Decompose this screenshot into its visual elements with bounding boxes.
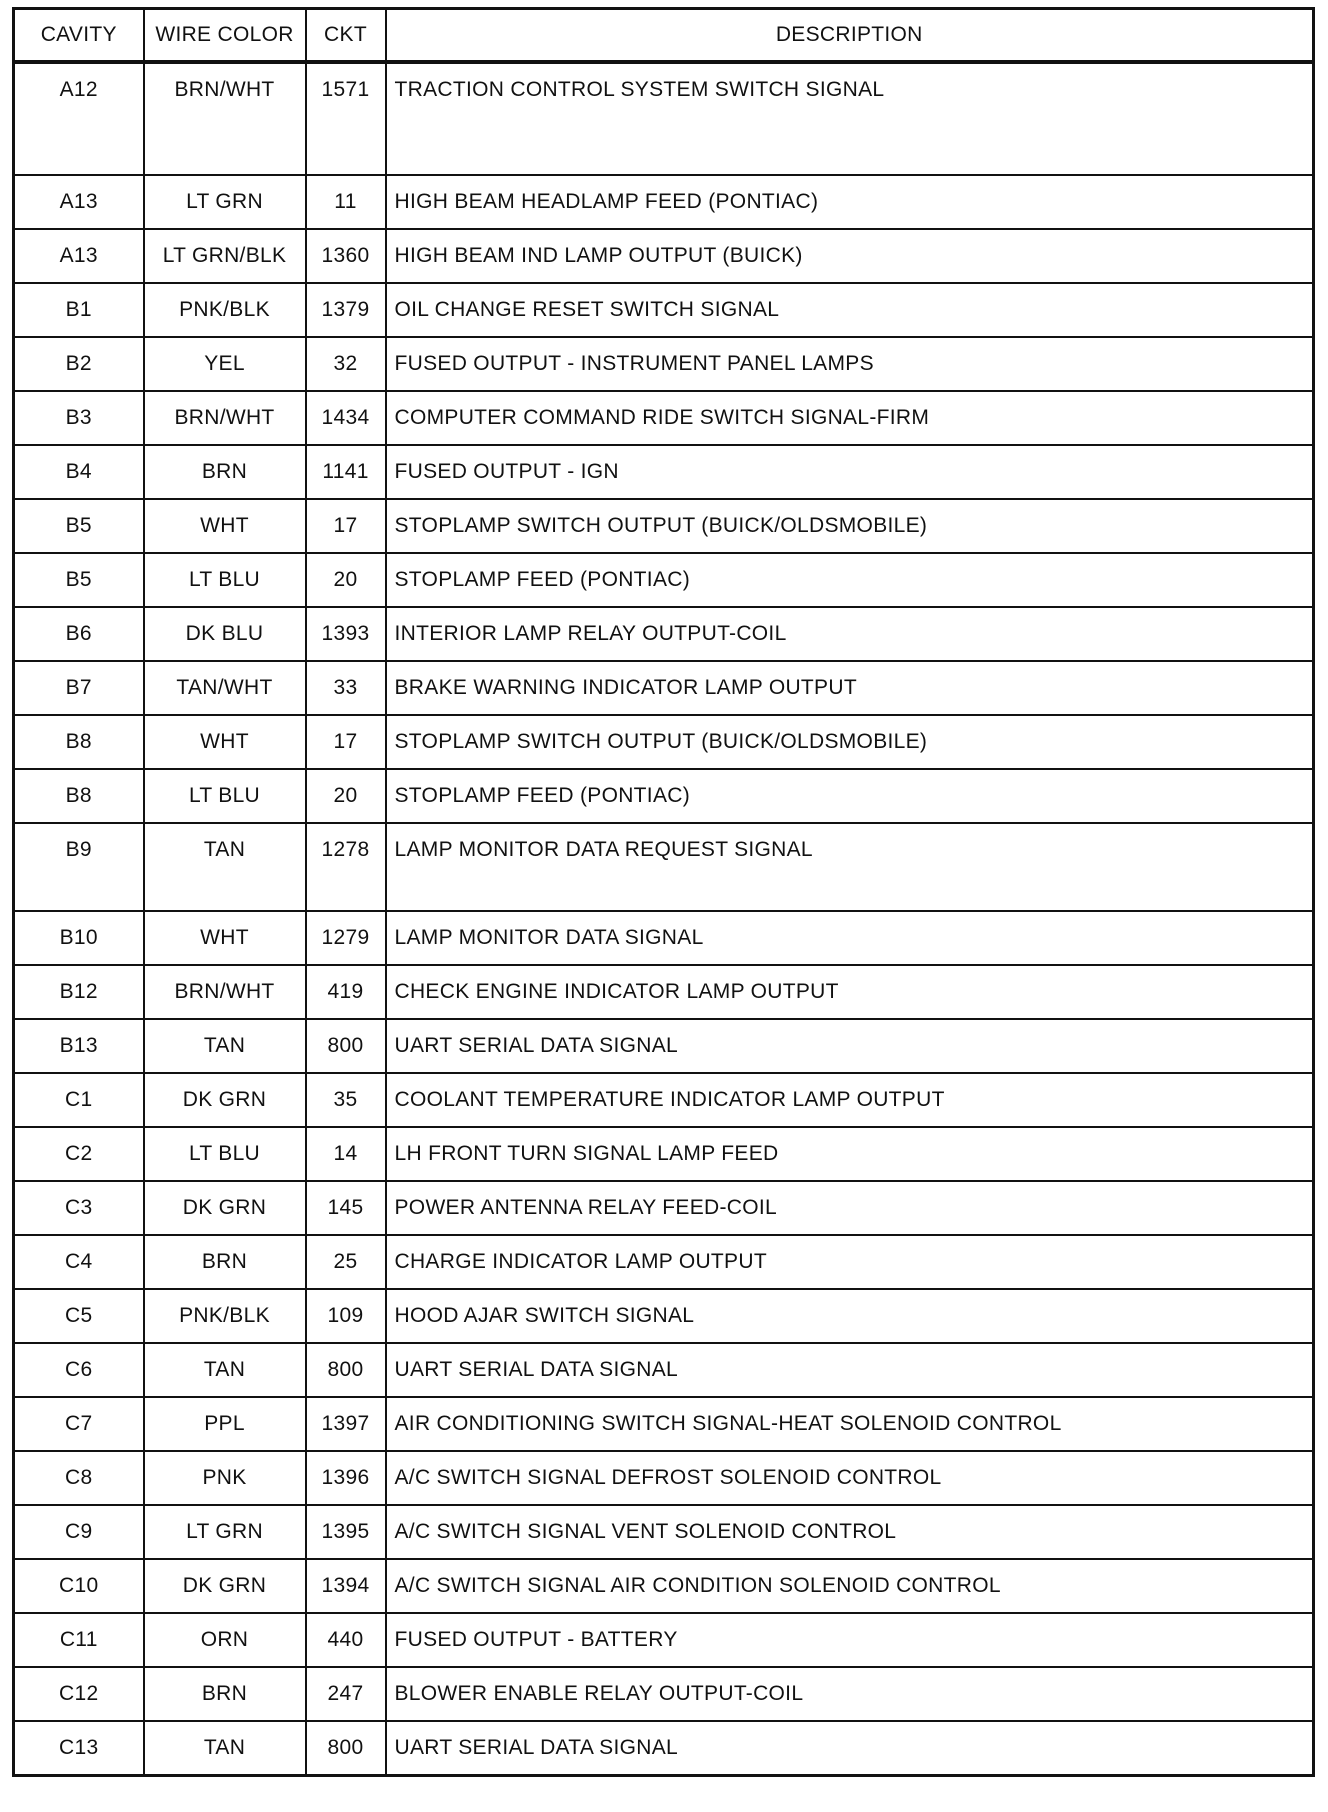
cell-cavity: A13 [14,175,144,229]
connector-pinout-table [12,7,1315,1777]
table-row [14,661,1314,715]
table-row [14,823,1314,911]
table-row [14,1073,1314,1127]
cell-ckt: 1571 [306,62,386,175]
cell-cavity: C9 [14,1505,144,1559]
table-row [14,283,1314,337]
table-row [14,1127,1314,1181]
cell-cavity: C2 [14,1127,144,1181]
cell-wire-color: DK GRN [144,1559,306,1613]
cell-wire-color: LT BLU [144,1127,306,1181]
cell-cavity: C13 [14,1721,144,1776]
cell-ckt: 20 [306,769,386,823]
cell-ckt: 1379 [306,283,386,337]
cell-wire-color: BRN/WHT [144,62,306,175]
cell-cavity: B5 [14,553,144,607]
cell-ckt: 440 [306,1613,386,1667]
cell-ckt: 14 [306,1127,386,1181]
cell-ckt: 1393 [306,607,386,661]
cell-cavity: B1 [14,283,144,337]
cell-wire-color: DK GRN [144,1181,306,1235]
header-cavity: CAVITY [14,9,144,63]
cell-description: A/C SWITCH SIGNAL AIR CONDITION SOLENOID CONTROL [386,1559,1314,1613]
table-row [14,62,1314,175]
cell-cavity: B13 [14,1019,144,1073]
cell-description: TRACTION CONTROL SYSTEM SWITCH SIGNAL [386,62,1314,175]
cell-cavity: A13 [14,229,144,283]
cell-cavity: B12 [14,965,144,1019]
cell-cavity: B6 [14,607,144,661]
table-row [14,445,1314,499]
table-row [14,1181,1314,1235]
cell-description: STOPLAMP SWITCH OUTPUT (BUICK/OLDSMOBILE) [386,715,1314,769]
cell-wire-color: ORN [144,1613,306,1667]
cell-cavity: B10 [14,911,144,965]
cell-description: A/C SWITCH SIGNAL DEFROST SOLENOID CONTROL [386,1451,1314,1505]
cell-description: STOPLAMP FEED (PONTIAC) [386,553,1314,607]
cell-wire-color: BRN [144,1667,306,1721]
cell-wire-color: PNK/BLK [144,283,306,337]
cell-wire-color: LT BLU [144,769,306,823]
cell-ckt: 1434 [306,391,386,445]
cell-ckt: 1397 [306,1397,386,1451]
cell-description: STOPLAMP FEED (PONTIAC) [386,769,1314,823]
table-row [14,1559,1314,1613]
cell-description: CHECK ENGINE INDICATOR LAMP OUTPUT [386,965,1314,1019]
table-row [14,965,1314,1019]
cell-cavity: B8 [14,715,144,769]
cell-description: AIR CONDITIONING SWITCH SIGNAL-HEAT SOLENOID CONTROL [386,1397,1314,1451]
cell-wire-color: DK BLU [144,607,306,661]
cell-description: LAMP MONITOR DATA SIGNAL [386,911,1314,965]
table-row [14,1235,1314,1289]
cell-ckt: 800 [306,1721,386,1776]
cell-cavity: B5 [14,499,144,553]
cell-ckt: 33 [306,661,386,715]
cell-cavity: B4 [14,445,144,499]
cell-cavity: C10 [14,1559,144,1613]
table-row [14,1343,1314,1397]
cell-cavity: B8 [14,769,144,823]
cell-cavity: B2 [14,337,144,391]
cell-description: HIGH BEAM HEADLAMP FEED (PONTIAC) [386,175,1314,229]
table-row [14,337,1314,391]
header-row [14,9,1314,63]
cell-ckt: 1278 [306,823,386,911]
cell-ckt: 17 [306,499,386,553]
cell-description: FUSED OUTPUT - BATTERY [386,1613,1314,1667]
table-row [14,607,1314,661]
cell-ckt: 247 [306,1667,386,1721]
cell-wire-color: YEL [144,337,306,391]
cell-ckt: 11 [306,175,386,229]
cell-wire-color: PPL [144,1397,306,1451]
header-ckt: CKT [306,9,386,63]
table-row [14,499,1314,553]
cell-ckt: 1394 [306,1559,386,1613]
cell-ckt: 800 [306,1019,386,1073]
table-row [14,391,1314,445]
cell-description: LH FRONT TURN SIGNAL LAMP FEED [386,1127,1314,1181]
table-row [14,1019,1314,1073]
table-row [14,1505,1314,1559]
cell-ckt: 32 [306,337,386,391]
cell-description: HIGH BEAM IND LAMP OUTPUT (BUICK) [386,229,1314,283]
table-row [14,1667,1314,1721]
cell-cavity: B7 [14,661,144,715]
header-description: DESCRIPTION [386,9,1314,63]
cell-cavity: C6 [14,1343,144,1397]
cell-wire-color: LT GRN [144,175,306,229]
cell-wire-color: DK GRN [144,1073,306,1127]
cell-wire-color: BRN/WHT [144,391,306,445]
cell-ckt: 1141 [306,445,386,499]
cell-description: BRAKE WARNING INDICATOR LAMP OUTPUT [386,661,1314,715]
cell-ckt: 419 [306,965,386,1019]
cell-description: CHARGE INDICATOR LAMP OUTPUT [386,1235,1314,1289]
cell-description: UART SERIAL DATA SIGNAL [386,1343,1314,1397]
cell-description: BLOWER ENABLE RELAY OUTPUT-COIL [386,1667,1314,1721]
table-row [14,1397,1314,1451]
header-wire-color: WIRE COLOR [144,9,306,63]
cell-ckt: 17 [306,715,386,769]
cell-cavity: C3 [14,1181,144,1235]
cell-wire-color: BRN [144,445,306,499]
cell-description: COOLANT TEMPERATURE INDICATOR LAMP OUTPUT [386,1073,1314,1127]
cell-ckt: 1395 [306,1505,386,1559]
cell-description: HOOD AJAR SWITCH SIGNAL [386,1289,1314,1343]
table-header [14,9,1314,63]
table-row [14,229,1314,283]
cell-wire-color: LT BLU [144,553,306,607]
cell-wire-color: TAN/WHT [144,661,306,715]
cell-description: FUSED OUTPUT - IGN [386,445,1314,499]
cell-cavity: C7 [14,1397,144,1451]
table-row [14,1721,1314,1776]
cell-ckt: 109 [306,1289,386,1343]
cell-ckt: 1396 [306,1451,386,1505]
cell-wire-color: TAN [144,823,306,911]
cell-description: STOPLAMP SWITCH OUTPUT (BUICK/OLDSMOBILE) [386,499,1314,553]
table-row [14,1289,1314,1343]
cell-cavity: C4 [14,1235,144,1289]
cell-description: COMPUTER COMMAND RIDE SWITCH SIGNAL-FIRM [386,391,1314,445]
cell-wire-color: WHT [144,715,306,769]
cell-ckt: 1360 [306,229,386,283]
cell-cavity: C11 [14,1613,144,1667]
table-body [14,62,1314,1776]
table-row [14,175,1314,229]
cell-wire-color: TAN [144,1019,306,1073]
table-row [14,769,1314,823]
connector-pinout-document [12,7,1312,1777]
cell-wire-color: PNK/BLK [144,1289,306,1343]
cell-wire-color: PNK [144,1451,306,1505]
cell-cavity: A12 [14,62,144,175]
table-row [14,911,1314,965]
cell-wire-color: BRN [144,1235,306,1289]
cell-description: FUSED OUTPUT - INSTRUMENT PANEL LAMPS [386,337,1314,391]
cell-ckt: 25 [306,1235,386,1289]
cell-description: UART SERIAL DATA SIGNAL [386,1721,1314,1776]
cell-cavity: B9 [14,823,144,911]
cell-description: UART SERIAL DATA SIGNAL [386,1019,1314,1073]
cell-wire-color: LT GRN [144,1505,306,1559]
cell-ckt: 800 [306,1343,386,1397]
cell-wire-color: WHT [144,499,306,553]
cell-wire-color: WHT [144,911,306,965]
cell-wire-color: BRN/WHT [144,965,306,1019]
cell-ckt: 20 [306,553,386,607]
cell-wire-color: LT GRN/BLK [144,229,306,283]
table-row [14,1451,1314,1505]
cell-description: LAMP MONITOR DATA REQUEST SIGNAL [386,823,1314,911]
cell-ckt: 35 [306,1073,386,1127]
cell-ckt: 145 [306,1181,386,1235]
cell-cavity: C8 [14,1451,144,1505]
cell-description: A/C SWITCH SIGNAL VENT SOLENOID CONTROL [386,1505,1314,1559]
cell-description: POWER ANTENNA RELAY FEED-COIL [386,1181,1314,1235]
cell-wire-color: TAN [144,1721,306,1776]
cell-description: OIL CHANGE RESET SWITCH SIGNAL [386,283,1314,337]
cell-cavity: C12 [14,1667,144,1721]
cell-cavity: C5 [14,1289,144,1343]
cell-cavity: B3 [14,391,144,445]
cell-wire-color: TAN [144,1343,306,1397]
cell-ckt: 1279 [306,911,386,965]
cell-cavity: C1 [14,1073,144,1127]
table-row [14,553,1314,607]
table-row [14,1613,1314,1667]
table-row [14,715,1314,769]
cell-description: INTERIOR LAMP RELAY OUTPUT-COIL [386,607,1314,661]
